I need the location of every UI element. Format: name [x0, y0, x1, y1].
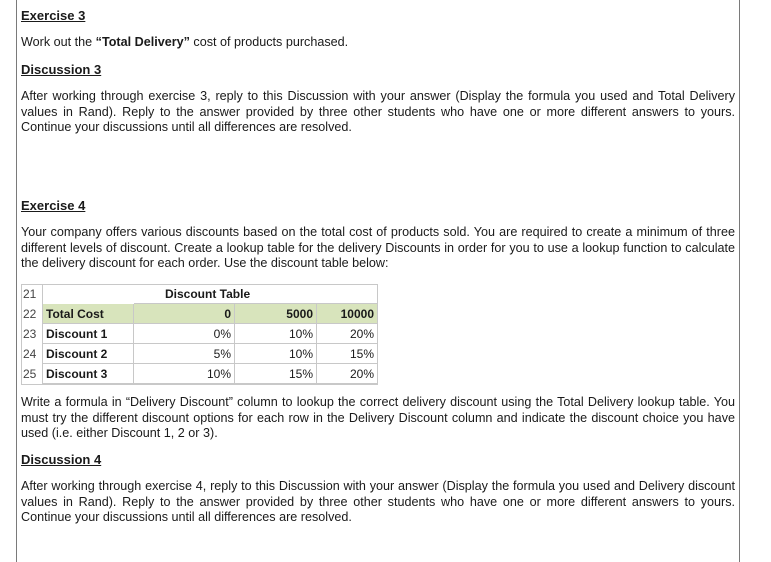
- row-number: 23: [21, 324, 43, 344]
- table-cell: 5000: [235, 304, 317, 324]
- exercise-3-text: [21, 35, 735, 51]
- table-cell: 20%: [317, 324, 378, 344]
- row-label: Discount 3: [43, 364, 134, 384]
- row-number: 25: [21, 364, 43, 384]
- table-cell: 10%: [235, 344, 317, 364]
- table-row: [21, 284, 378, 304]
- table-cell: 15%: [317, 344, 378, 364]
- discount-table: [21, 284, 378, 384]
- row-number: 21: [21, 284, 43, 304]
- exercise-4-instructions: Write a formula in “Delivery Discount” column to lookup the correct delivery discount using the Total Delivery lookup table. You must try the different discount options for each row in the Delivery Discount column and indicate the discount choice you have used (i.e. either Discount 1, 2 or 3).: [21, 395, 735, 440]
- row-label: Discount 2: [43, 344, 134, 364]
- table-row: [21, 344, 378, 364]
- row-label: Total Cost: [43, 304, 134, 324]
- exercise-4-heading: Exercise 4: [21, 198, 86, 213]
- table-cell: 5%: [134, 344, 235, 364]
- table-cell: 10000: [317, 304, 378, 324]
- table-cell: 0%: [134, 324, 235, 344]
- table-cell: 10%: [235, 324, 317, 344]
- table-row: [21, 304, 378, 324]
- table-cell: 10%: [134, 364, 235, 384]
- exercise-3-text-post: cost of products purchased.: [189, 35, 349, 49]
- table-cell: 15%: [235, 364, 317, 384]
- discount-table-title: Discount Table: [134, 284, 378, 304]
- page-right-border: [739, 0, 740, 562]
- row-label: Discount 1: [43, 324, 134, 344]
- row-number: 24: [21, 344, 43, 364]
- table-row: [21, 364, 378, 384]
- discussion-4-heading: Discussion 4: [21, 452, 102, 467]
- discussion-3-heading: Discussion 3: [21, 62, 102, 77]
- exercise-3-text-bold: “Total Delivery”: [95, 35, 190, 49]
- table-row: [21, 324, 378, 344]
- exercise-3-heading: Exercise 3: [21, 8, 86, 23]
- row-number: 22: [21, 304, 43, 324]
- table-cell: 20%: [317, 364, 378, 384]
- exercise-3-text-pre: Work out the: [21, 35, 96, 49]
- table-cell: 0: [134, 304, 235, 324]
- discussion-3-text: After working through exercise 3, reply to this Discussion with your answer (Display the formula you used and Total Delivery values in Rand). Reply to the answer provided by three other students who have one or more different answers to yours. Continue your discussions until all differences are resolved.: [21, 89, 735, 134]
- exercise-4-text: Your company offers various discounts based on the total cost of products sold. You are required to create a minimum of three different levels of discount. Create a lookup table for the delivery Discounts in order for you to use a lookup function to calculate the delivery discount for each order. Use the discount table below:: [21, 225, 735, 270]
- page-left-border: [16, 0, 17, 562]
- discussion-4-text: After working through exercise 4, reply to this Discussion with your answer (Display the formula you used and Delivery discount values in Rand). Reply to the answer provided by three other students who have one or more different answers to yours. Continue your discussions until all differences are resolved.: [21, 479, 735, 524]
